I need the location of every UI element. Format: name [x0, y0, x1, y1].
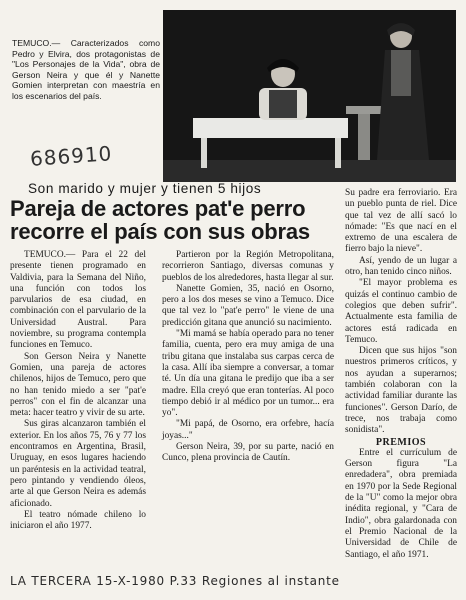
headline-line-2: recorre el país con sus obras: [10, 219, 310, 244]
headline-line-1: Pareja de actores pat'e perro: [10, 196, 306, 221]
headline: [10, 197, 340, 243]
paragraph: Nanette Gomien, 35, nació en Osorno, pero a los dos meses se vino a Temuco. Dice que tal vez lo "pat'e perro" le viene de una predicción gitana que anunció su nacimiento.: [162, 283, 334, 328]
stage-photo: [163, 10, 456, 182]
article-column-2: [162, 250, 334, 465]
handwritten-source-note: LA TERCERA 15-X-1980 P.33 Regiones al instante: [10, 574, 340, 588]
paragraph: Dicen que sus hijos "son nuestros primeros críticos, y nos ayudan a superarnos; también colaboran con la actividad familiar durante las funciones". Gerson Darío, de trece, nos trabaja como sonidista".: [345, 346, 457, 436]
paragraph: "Mi mamá se había operado para no tener familia, cuenta, pero era muy amiga de una tribu gitana que instalaba sus carpas cerca de la casa. Allí iba siempre a conversar, a tomar té. Un día una gitana le predijo que iba a ser madre. Ella creyó que eran tonterías. Al poco tiempo debió ir al médico por un tumor... era yo".: [162, 329, 334, 419]
article-column-1: [10, 250, 146, 532]
paragraph: Sus giras alcanzaron también el exterior. En los años 75, 76 y 77 los encontramos en Argentina, Brasil, Uruguay, en esos lugares haciendo un paréntesis en la actividad teatral, pero pintando y vendiendo óleos, arte al que Gerson Neira es además aficionado.: [10, 419, 146, 509]
paragraph: Son Gerson Neira y Nanette Gomien, una pareja de actores chilenos, hijos de Temuco, pero que no han tenido miedo a ser "pat'e perros" con el fin de alcanzar una meta: hacer teatro y vivir de su arte.: [10, 351, 146, 419]
paragraph: El teatro nómade chileno lo iniciaron el año 1977.: [10, 509, 146, 532]
paragraph: "El mayor problema es quizás el continuo cambio de colegios que deben sufrir". Actualmente esta familia de actores está radicada en Temuco.: [345, 278, 457, 345]
paragraph: "Mi papá, de Osorno, era orfebre, hacía joyas...": [162, 419, 334, 441]
paragraph: Su padre era ferroviario. Era un pueblo punta de riel. Dice que tal vez de allí sacó lo nómade: "Es que nací en el extremo de una escalera de fierro bajo la nieve".: [345, 188, 457, 255]
subheadline: Son marido y mujer y tienen 5 hijos: [28, 181, 262, 196]
article-column-3: [345, 188, 457, 561]
paragraph: TEMUCO.— Para el 22 del presente tienen programado en Valdivia, para la Semana del Niño, una función con todos los parvularios de esa ciudad, en combinación con el parvulario de la Universidad Austral. Para noviembre, su programa contempla funciones en Temuco.: [10, 250, 146, 351]
section-heading-premios: PREMIOS: [375, 436, 427, 448]
handwritten-number: 686910: [29, 141, 114, 171]
paragraph: Entre el currículum de Gerson figura "La enredadera", obra premiada en 1970 por la Sede Regional de la "U" como la mejor obra inédita regional, y "Cara de Indio", obra galardonada con el Premio Nacional de la Universidad de Chile de Santiago, el año 1971.: [345, 447, 457, 560]
paragraph: Así, yendo de un lugar a otro, han tenido cinco niños.: [345, 255, 457, 278]
stage-photo-drawing: [163, 10, 456, 182]
paragraph: Gerson Neira, 39, por su parte, nació en Cunco, plena provincia de Cautín.: [162, 442, 334, 464]
paragraph: Partieron por la Región Metropolitana, recorrieron Santiago, diversas comunas y pueblos de los alrededores, hasta llegar al sur.: [162, 250, 334, 283]
photo-caption: TEMUCO.— Caracterizados como Pedro y Elvira, dos protagonistas de "Los Personajes de la Vida", obra de Gerson Neira y que él y Nanette Gomien interpretan con maestría en los escenarios del país.: [12, 38, 160, 101]
